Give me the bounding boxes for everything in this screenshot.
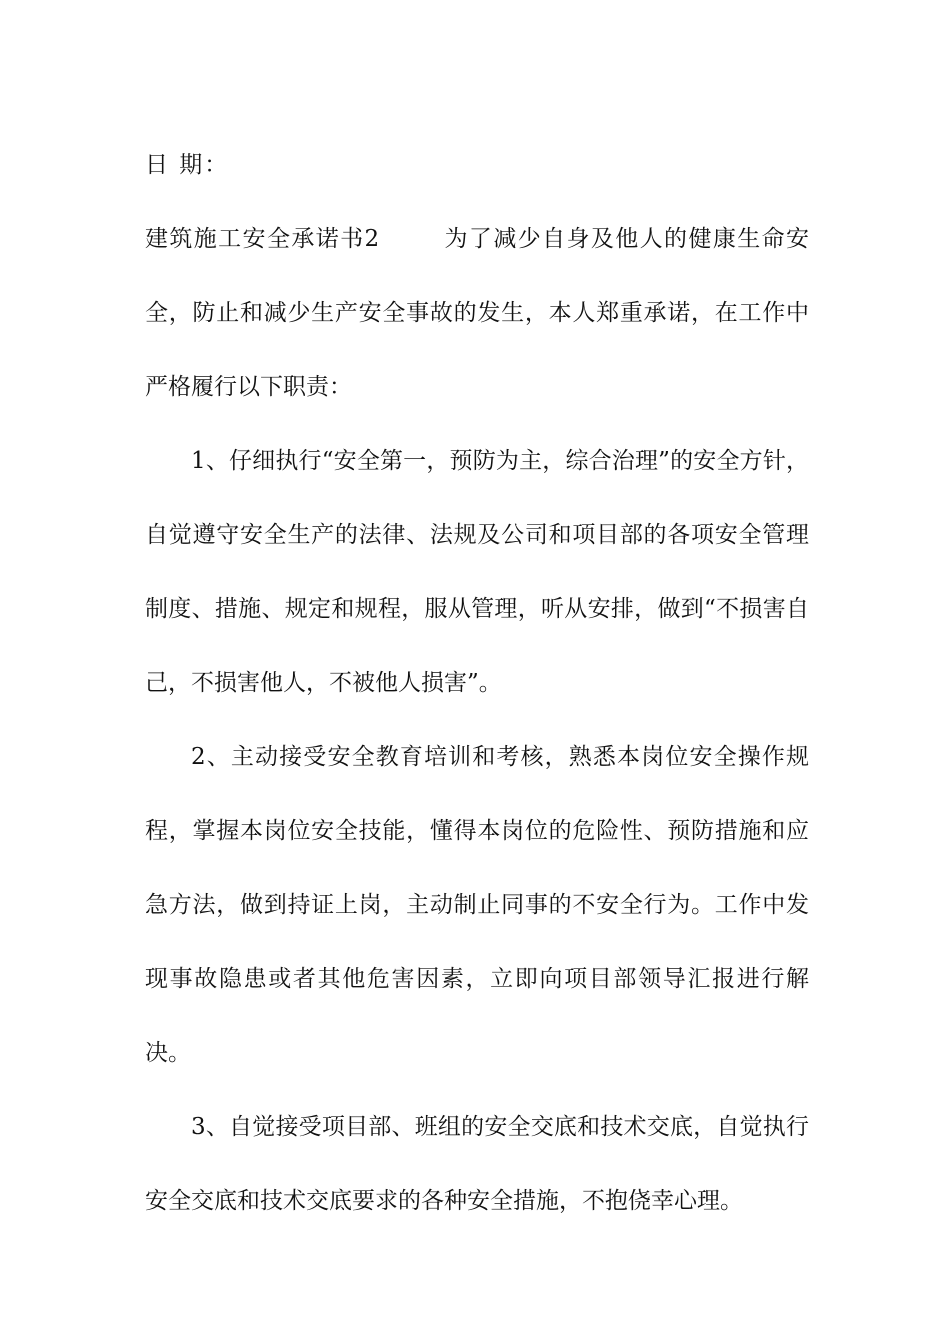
list-item: 2、主动接受安全教育培训和考核，熟悉本岗位安全操作规程，掌握本岗位安全技能，懂得本岗位的危险性、预防措施和应急方法，做到持证上岗，主动制止同事的不安全行为。工作中发现事故隐患或者其他危害因素，立即向项目部领导汇报进行解决。 — [145, 744, 809, 1066]
document-title: 建筑施工安全承诺书2 — [145, 226, 380, 252]
date-label: 日 期： — [145, 152, 230, 178]
intro-paragraph — [145, 202, 809, 424]
document-body — [145, 128, 809, 1238]
intro-text: 为了减少自身及他人的健康生命安全，防止和减少生产安全事故的发生，本人郑重承诺，在工作中严格履行以下职责： — [145, 226, 810, 400]
list-item: 3、自觉接受项目部、班组的安全交底和技术交底，自觉执行安全交底和技术交底要求的各种安全措施，不抱侥幸心理。 — [145, 1114, 809, 1214]
list-item: 1、仔细执行“安全第一，预防为主，综合治理”的安全方针，自觉遵守安全生产的法律、法规及公司和项目部的各项安全管理制度、措施、规定和规程，服从管理，听从安排，做到“不损害自己，不损害他人，不被他人损害”。 — [145, 448, 809, 696]
